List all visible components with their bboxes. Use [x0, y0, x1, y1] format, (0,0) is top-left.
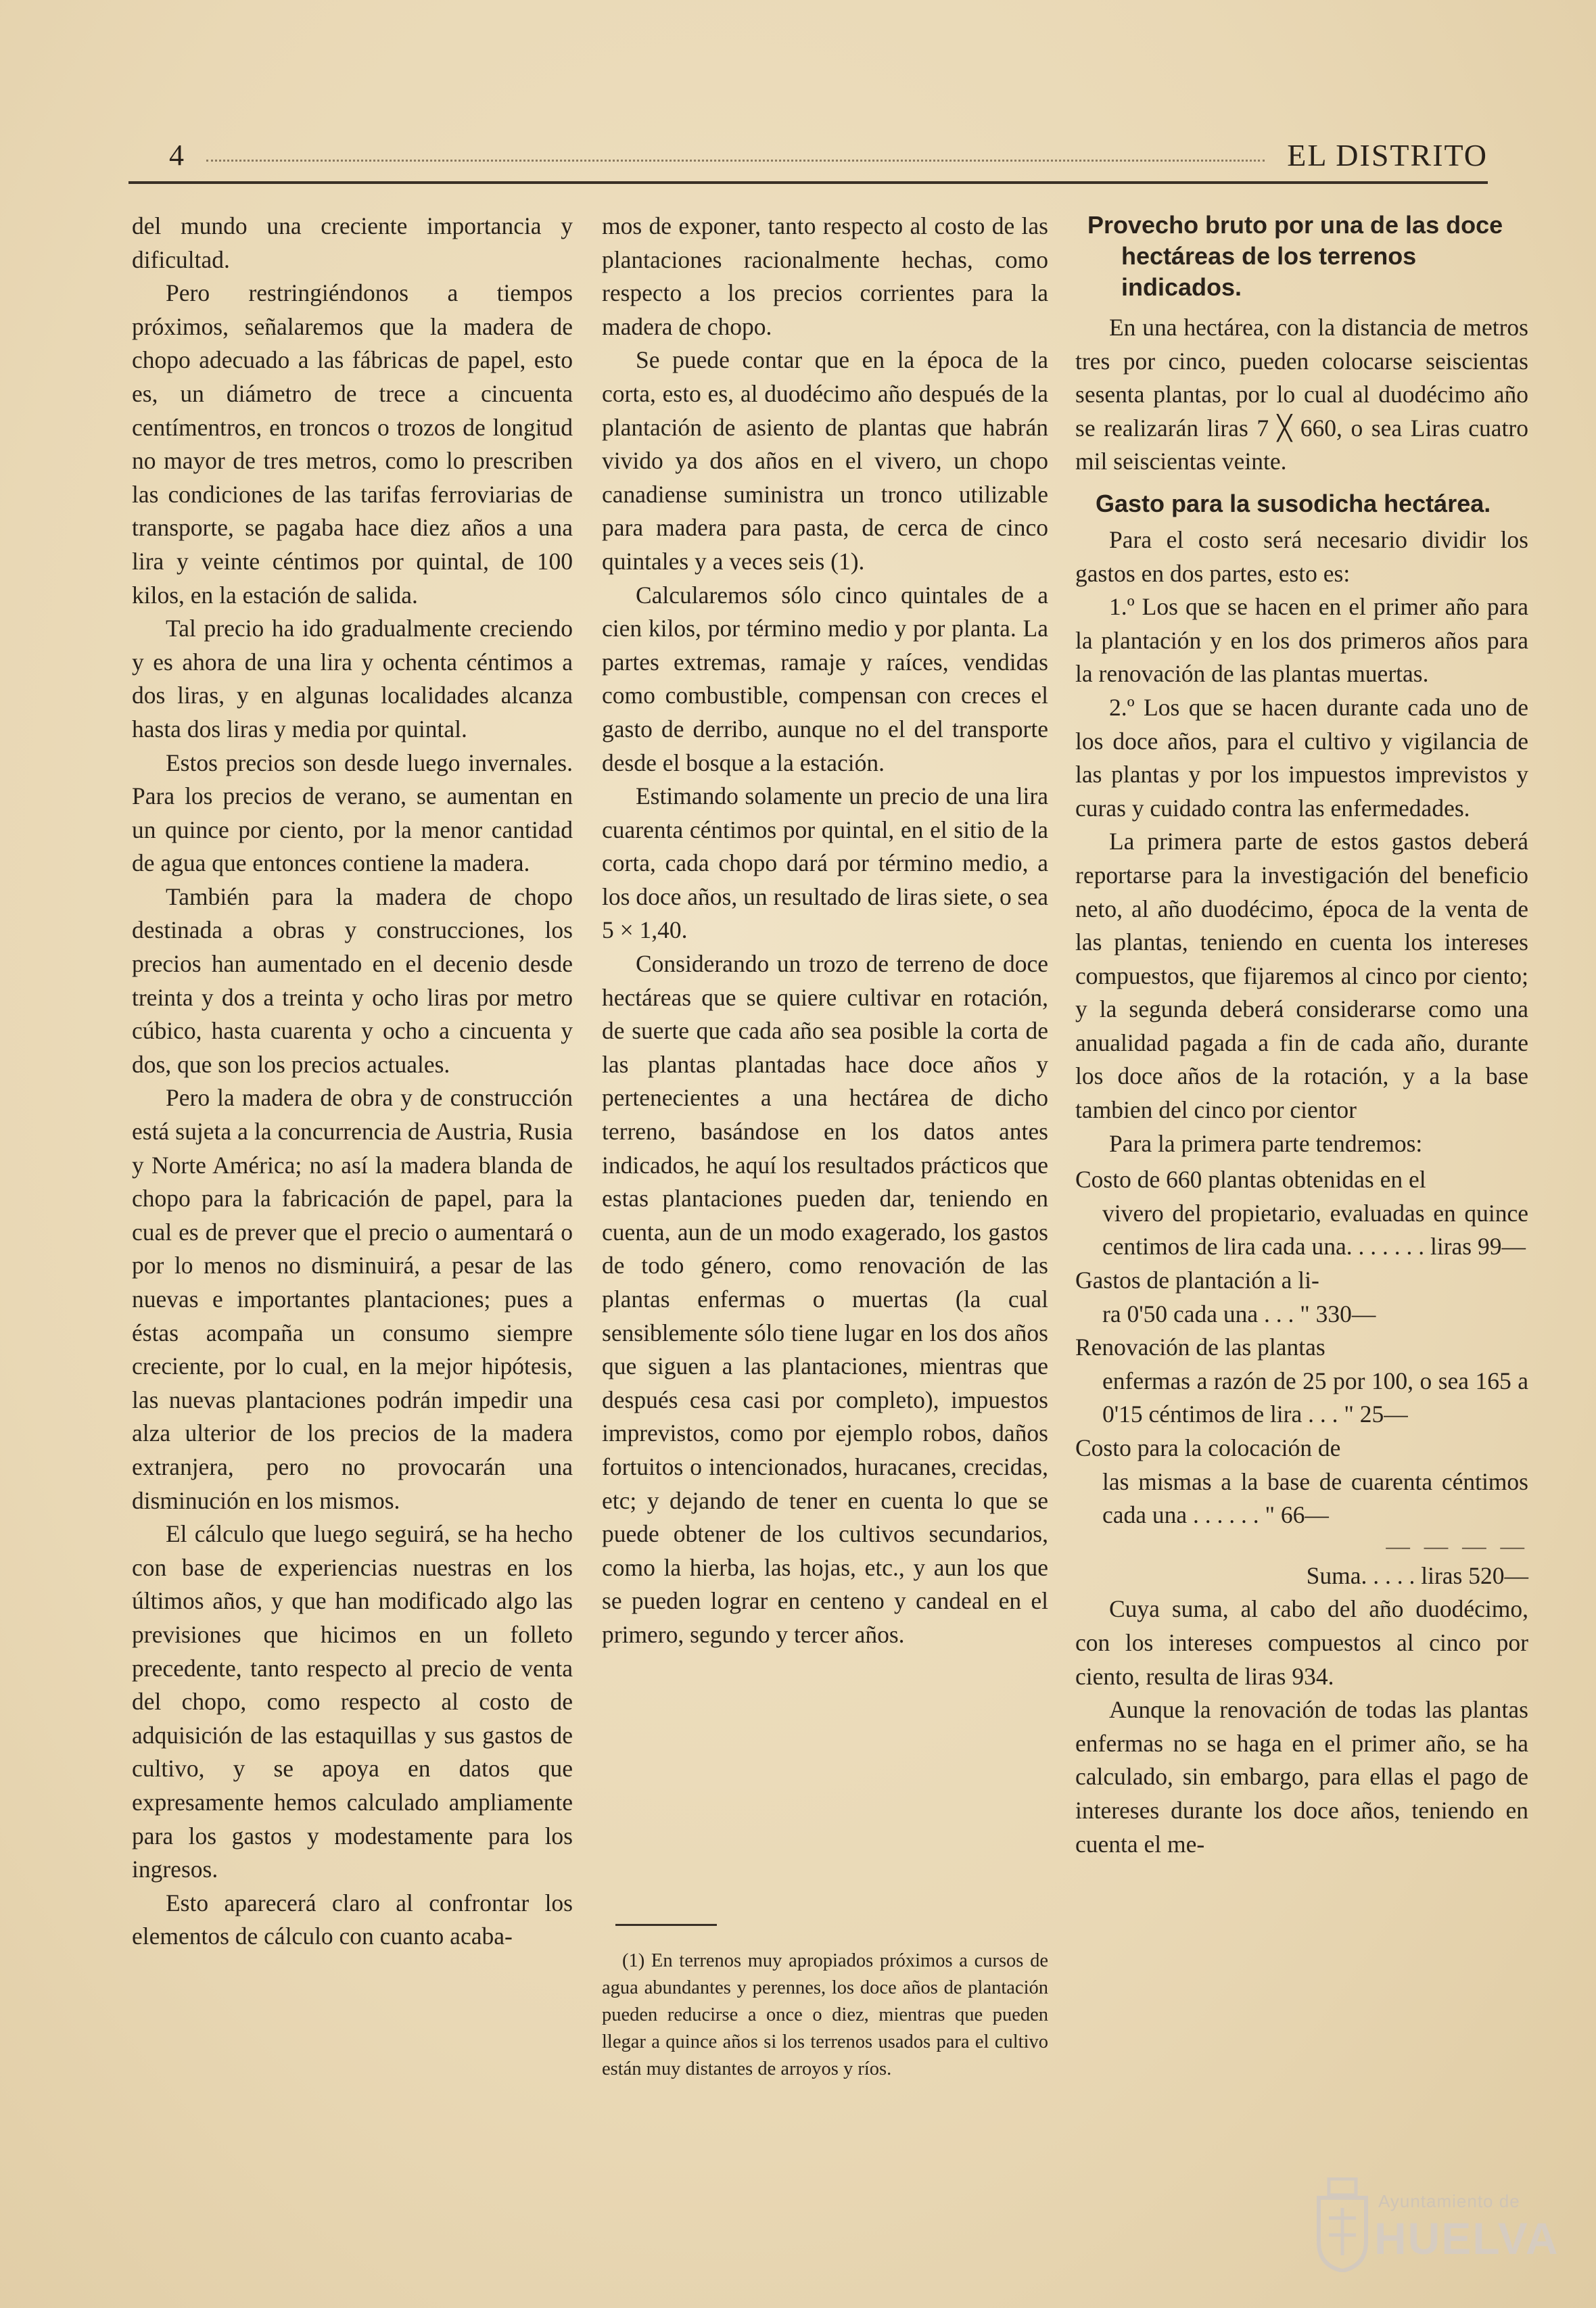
heading-line: hectáreas de los terrenos indicados. [1121, 242, 1417, 301]
footnote-rule [615, 1924, 717, 1926]
footnote-text: (1) En terrenos muy apropiados próximos a cursos de agua abundantes y perennes, los doce años de plantación pueden reducirse a once o diez, mientras que pueden llegar a quince años si los terrenos usados para el cultivo están muy distantes de arroyos y ríos. [602, 1950, 1048, 2079]
page-header [128, 135, 1488, 176]
heading-line: Provecho bruto por una de las doce [1087, 211, 1503, 239]
cost-total: Suma. . . . . liras 520— [1306, 1561, 1528, 1589]
page-number: 4 [169, 139, 184, 172]
paragraph: También para la madera de chopo destinada a obras y construcciones, los precios han aumentado en el decenio desde treinta y dos a treinta y ocho liras por metro cúbico, hasta cuarenta y ocho a cincuenta y dos, que son los precios actuales. [132, 882, 573, 1078]
cost-item-rest: las mismas a la base de cuarenta céntimos cada una . . . . . . " 66— [1102, 1467, 1528, 1529]
huelva-watermark [1312, 2171, 1559, 2292]
paragraph: Estimando solamente un precio de una lira cuarenta céntimos por quintal, en el sitio de la corta, cada chopo dará por término medio, a los doce años, un resultado de liras siete, o sea 5 × 1,40. [602, 782, 1048, 944]
cost-item-first-line: Costo para la colocación de [1075, 1434, 1341, 1461]
paragraph: Para el costo será necesario dividir los gastos en dos partes, esto es: [1075, 525, 1528, 587]
paragraph: Para la primera parte tendremos: [1109, 1129, 1423, 1157]
paragraph: Pero la madera de obra y de construcción está sujeta a la concurrencia de Austria, Rusia y Norte América; no así la madera blanda de chopo para la fabricación de papel, para la cual es de prever que el precio o aumentará o por lo menos no disminuirá, a pesar de las nuevas e importantes plantaciones; pues a éstas acompaña un consumo siempre creciente, por lo cual, en la mejor hipótesis, las nuevas plantaciones podrán impedir una alza ulterior de los precios de la madera extranjera, pero no provocarán una disminución en los mismos. [132, 1084, 573, 1514]
header-dotted-leader [206, 160, 1265, 162]
newspaper-name: EL DISTRITO [1287, 138, 1488, 172]
paragraph: 1.º Los que se hacen en el primer año para la plantación y en los dos primeros años para la renovación de las plantas muertas. [1075, 593, 1528, 688]
paragraph: Calcularemos sólo cinco quintales de a cien kilos, por término medio y por planta. La partes extremas, ramaje y raíces, vendidas como combustible, compensan con creces el gasto de derribo, aunque no el del transporte desde el bosque a la estación. [602, 581, 1048, 776]
column-2 [602, 210, 1048, 1652]
paragraph: Estos precios son desde luego invernales. Para los precios de verano, se aumentan en un quince por ciento, por la menor cantidad de agua que entonces contiene la madera. [132, 749, 573, 877]
paragraph: del mundo una creciente importancia y dificultad. [132, 212, 573, 273]
watermark-name: HUELVA [1374, 2213, 1559, 2263]
column-1 [132, 210, 573, 1954]
header-rule [128, 181, 1488, 184]
column-3 [1075, 210, 1528, 1861]
section-heading-provecho [1075, 210, 1528, 303]
paragraph: Aunque la renovación de todas las plantas enfermas no se haga en el primer año, se ha calculado, sin embargo, para ellas el pago de intereses durante los doce años, teniendo en cuenta el me- [1075, 1696, 1528, 1858]
paragraph: Esto aparecerá claro al confrontar los elementos de cálculo con cuanto acaba- [132, 1889, 573, 1950]
section-heading-gasto: Gasto para la susodicha hectárea. [1096, 489, 1491, 517]
cost-item-first-line: Gastos de plantación a li- [1075, 1267, 1319, 1294]
watermark-subtitle: Ayuntamiento de [1378, 2191, 1520, 2211]
paragraph: 2.º Los que se hacen durante cada uno de los doce años, para el cultivo y vigilancia de las plantas y por los impuestos imprevistos y curas y cuidado contra las enfermedades. [1075, 693, 1528, 822]
cost-item [1075, 1331, 1528, 1432]
paragraph: La primera parte de estos gastos deberá reportarse para la investigación del beneficio neto, al año duodécimo, época de la venta de las plantas, teniendo en cuenta los intereses compuestos, que fijaremos al cinco por ciento; y la segunda deberá considerarse como una anualidad pagada a fin de cada año, durante los doce años de la rotación, y a la base tambien del cinco por cientor [1075, 828, 1528, 1124]
cost-item-first-line: Renovación de las plantas [1075, 1334, 1325, 1361]
footnote [602, 1948, 1048, 2083]
paragraph: El cálculo que luego seguirá, se ha hecho con base de experiencias nuestras en los últimos años, y que han modificado algo las previsiones que hicimos en un folleto precedente, tanto respecto al precio de venta del chopo, como respecto al costo de adquisición de las estaquillas y sus gastos de cultivo, y se apoya en datos que expresamente hemos calculado ampliamente para los gastos y modestamente para los ingresos. [132, 1520, 573, 1883]
cost-item-rest: vivero del propietario, evaluadas en quince centimos de lira cada una. . . . . . . liras 99— [1102, 1199, 1528, 1261]
paragraph: mos de exponer, tanto respecto al costo de las plantaciones racionalmente hechas, como respecto a los precios corrientes para la madera de chopo. [602, 212, 1048, 340]
cost-item [1075, 1163, 1528, 1264]
paragraph: En una hectárea, con la distancia de metros tres por cinco, pueden colocarse seiscientas sesenta plantas, por lo cual al duodécimo año se realizarán liras 7 ╳ 660, o sea Liras cuatro mil seiscientas veinte. [1075, 314, 1528, 475]
paragraph: Considerando un trozo de terreno de doce hectáreas que se quiere cultivar en rotación, de suerte que cada año sea posible la corta de las plantas plantadas hace doce años y pertenecientes a una hectárea de dicho terreno, basándose en los datos antes indicados, he aquí los resultados prácticos que estas plantaciones pueden dar, teniendo en cuenta, aun de un modo exagerado, los gastos de todo género, como renovación de las plantas enfermas o muertas (la cual sensiblemente sólo tiene lugar en los dos años que siguen a las plantaciones, mientras que después cesa casi por completo), impuestos imprevistos, como por ejemplo robos, daños fortuitos o intencionados, huracanes, crecidas, etc; y dejando de tener en cuenta lo que se puede obtener de los cultivos secundarios, como la hierba, las hojas, etc., y aun los que se pueden lograr en centeno y candeal en el primero, segundo y tercer años. [602, 950, 1048, 1648]
paragraph: Cuya suma, al cabo del año duodécimo, con los intereses compuestos al cinco por ciento, resulta de liras 934. [1075, 1595, 1528, 1690]
paragraph: Tal precio ha ido gradualmente creciendo y es ahora de una lira y ochenta céntimos a dos liras, y en algunas localidades alcanza hasta dos liras y media por quintal. [132, 615, 573, 743]
sum-separator: — — — — [1386, 1532, 1528, 1559]
cost-item-rest: enfermas a razón de 25 por 100, o sea 165 a 0'15 céntimos de lira . . . " 25— [1102, 1367, 1528, 1428]
cost-item-rest: ra 0'50 cada una . . . " 330— [1102, 1300, 1376, 1327]
cost-item [1075, 1432, 1528, 1532]
cost-list [1075, 1163, 1528, 1593]
cost-item-first-line: Costo de 660 plantas obtenidas en el [1075, 1166, 1426, 1194]
paragraph: Se puede contar que en la época de la corta, esto es, al duodécimo año después de la plantación de asiento de plantas que habrán vivido ya dos años en el vivero, un chopo canadiense suministra un tronco utilizable para madera para pasta, de cerca de cinco quintales y a veces seis (1). [602, 346, 1048, 575]
cost-item [1075, 1264, 1528, 1331]
paragraph: Pero restringiéndonos a tiempos próximos, señalaremos que la madera de chopo adecuado a las fábricas de papel, esto es, un diámetro de trece a cincuenta centímentros, en troncos o trozos de longitud no mayor de tres metros, como lo prescriben las condiciones de las tarifas ferroviarias de transporte, se pagaba hace diez años a una lira y veinte céntimos por quintal, de 100 kilos, en la estación de salida. [132, 279, 573, 609]
coat-of-arms-icon [1312, 2177, 1373, 2272]
